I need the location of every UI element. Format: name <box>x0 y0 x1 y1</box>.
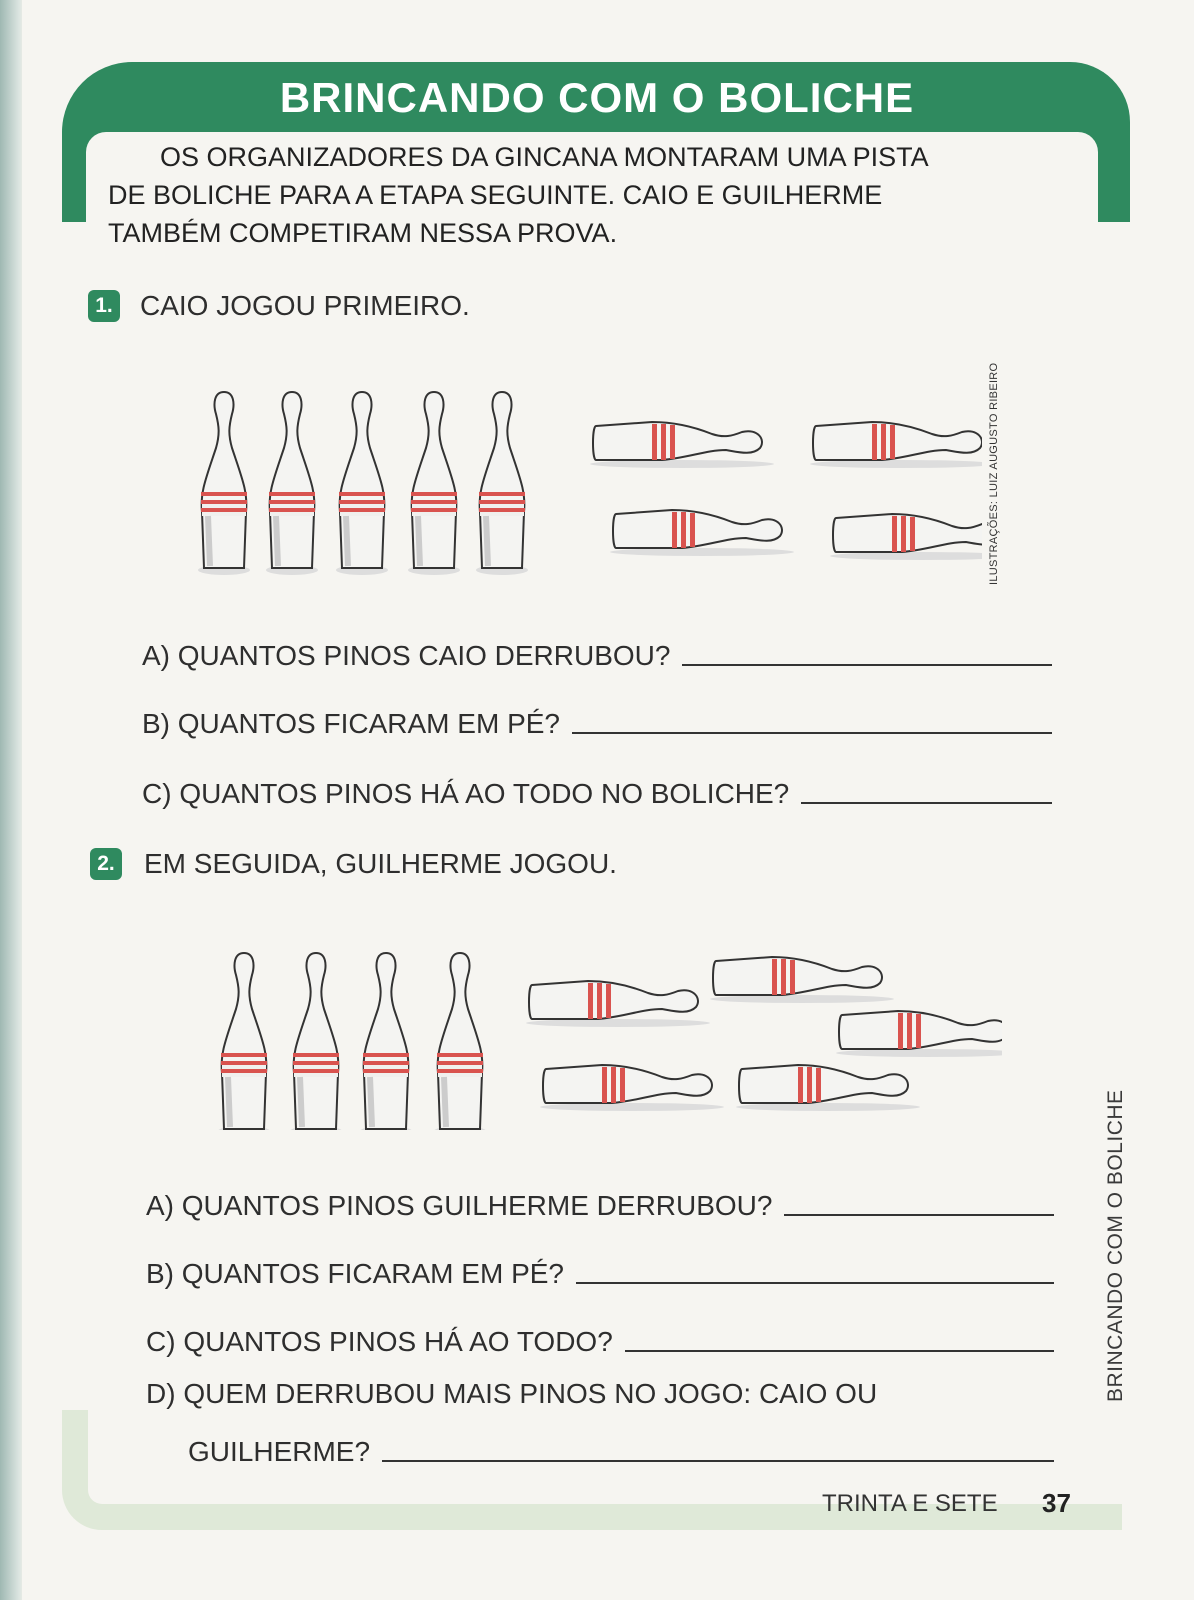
answer-row <box>146 1326 1054 1358</box>
fallen-pin <box>830 514 982 560</box>
answer-row <box>146 1258 1054 1290</box>
question-1a-label: A) QUANTOS PINOS CAIO DERRUBOU? <box>142 640 671 671</box>
fallen-pin <box>540 1065 724 1111</box>
page-number: 37 <box>1042 1488 1071 1518</box>
question-1b-label: B) QUANTOS FICARAM EM PÉ? <box>142 708 560 739</box>
question-2c-label: C) QUANTOS PINOS HÁ AO TODO? <box>146 1326 613 1357</box>
illustration-credit: ILUSTRAÇÕES: LUIZ AUGUSTO RIBEIRO <box>988 362 1000 585</box>
question-number-badge: 2. <box>90 848 122 880</box>
answer-line[interactable] <box>625 1349 1054 1352</box>
page-number-words: TRINTA E SETE <box>822 1490 998 1517</box>
fallen-pin <box>590 422 774 468</box>
fallen-pin <box>836 1011 1002 1057</box>
question-2b-label: B) QUANTOS FICARAM EM PÉ? <box>146 1258 564 1289</box>
question-number-badge: 1. <box>88 290 120 322</box>
standing-pin <box>476 392 528 575</box>
intro-line: OS ORGANIZADORES DA GINCANA MONTARAM UMA PISTA <box>160 142 929 172</box>
question-2-text: EM SEGUIDA, GUILHERME JOGOU. <box>144 848 617 879</box>
answer-line[interactable] <box>784 1213 1054 1216</box>
intro-paragraph <box>108 138 1068 252</box>
bowling-pins-illustration-1 <box>182 380 982 590</box>
worksheet-page <box>22 0 1194 1600</box>
standing-pin <box>434 953 486 1130</box>
page-title: BRINCANDO COM O BOLICHE <box>279 74 915 121</box>
answer-row <box>142 640 1052 672</box>
fallen-pin <box>526 981 710 1027</box>
question-1c-label: C) QUANTOS PINOS HÁ AO TODO NO BOLICHE? <box>142 778 790 809</box>
answer-line[interactable] <box>682 663 1052 666</box>
fallen-pin <box>810 422 982 468</box>
question-2a-label: A) QUANTOS PINOS GUILHERME DERRUBOU? <box>146 1190 773 1221</box>
answer-row <box>142 778 1052 810</box>
standing-pin <box>360 953 412 1130</box>
standing-pin <box>198 392 250 575</box>
answer-line[interactable] <box>576 1281 1054 1284</box>
question-2d-row <box>146 1378 1054 1410</box>
fallen-pin <box>736 1065 920 1111</box>
answer-line[interactable] <box>801 801 1052 804</box>
side-chapter-title: BRINCANDO COM O BOLICHE <box>1104 1089 1127 1402</box>
fallen-pin <box>710 957 894 1003</box>
standing-pin <box>290 953 342 1130</box>
standing-pin <box>218 953 270 1130</box>
question-1-text: CAIO JOGOU PRIMEIRO. <box>140 290 470 321</box>
answer-line[interactable] <box>572 731 1052 734</box>
intro-line: TAMBÉM COMPETIRAM NESSA PROVA. <box>108 218 618 248</box>
standing-pin <box>266 392 318 575</box>
standing-pin <box>408 392 460 575</box>
bowling-pins-illustration-2 <box>202 945 1002 1130</box>
standing-pin <box>336 392 388 575</box>
answer-row <box>146 1190 1054 1222</box>
fallen-pin <box>610 510 794 556</box>
question-2d-continuation: GUILHERME? <box>188 1436 371 1467</box>
question-2d-label: D) QUEM DERRUBOU MAIS PINOS NO JOGO: CAIO OU <box>146 1378 878 1409</box>
intro-line: DE BOLICHE PARA A ETAPA SEGUINTE. CAIO E GUILHERME <box>108 180 883 210</box>
answer-row <box>142 708 1052 740</box>
